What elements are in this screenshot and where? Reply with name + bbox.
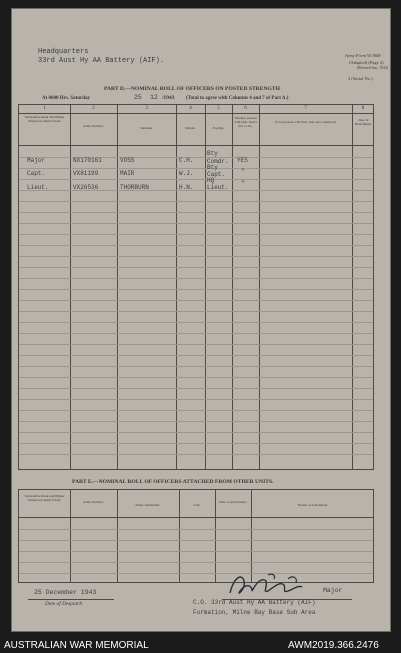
col-head-number: Army Number. xyxy=(83,124,104,128)
part-e-table xyxy=(18,489,374,583)
at-prefix xyxy=(42,96,90,101)
credit-accession: AWM2019.366.2476 xyxy=(288,640,379,651)
col-head-posting: Posting. xyxy=(212,126,225,130)
row2-initials: W.J. xyxy=(179,170,194,177)
serial-number: 2 (Serial No.) xyxy=(348,76,373,81)
col-num-3: 3 xyxy=(145,106,148,111)
row1-rank: Major xyxy=(27,157,46,164)
credit-institution: AUSTRALIAN WAR MEMORIAL xyxy=(4,640,149,651)
col-num-1: 1 xyxy=(43,106,46,111)
e-col-head-rank: Substantive Rank and Higher Temporary Rank if held. xyxy=(24,494,65,502)
col-num-7: 7 xyxy=(304,106,307,111)
col-num-8: 8 xyxy=(361,106,365,111)
roll-day: 25 xyxy=(134,94,142,101)
despatch-label: Date of Despatch xyxy=(45,601,83,607)
row3-initials: H.N. xyxy=(179,184,194,191)
form-revised: (Revised Jan., 1943) xyxy=(357,66,389,70)
row2-posting-a: Bty xyxy=(207,164,218,171)
e-col-head-unit: Unit. xyxy=(193,503,201,507)
e-col-head-nature: Nature of Attachment. xyxy=(297,503,329,507)
e-col-head-name: Name and Initials. xyxy=(135,503,161,507)
col-head-surname: Surname. xyxy=(140,126,153,130)
row3-posting-b: Lieut. xyxy=(207,184,229,191)
e-col-head-number: Army Number. xyxy=(83,500,104,504)
col-num-4: 4 xyxy=(189,106,192,111)
part-d-title: PART D.—NOMINAL ROLL OF OFFICERS ON POSTED STRENGTH xyxy=(104,86,280,92)
col-head-employed: If not present with Unit, state how employed. xyxy=(275,120,337,124)
form-sheet xyxy=(11,8,391,632)
at-prefix-text: At 0600 Hrs. Saturday xyxy=(42,96,91,101)
row3-surname: THORBURN xyxy=(120,184,149,191)
part-d-table xyxy=(18,104,374,470)
row2-surname: MAIR xyxy=(120,170,135,177)
unit-line-2: 33rd Aust Hy AA Battery (AIF). xyxy=(38,57,165,65)
signature-image xyxy=(222,567,317,603)
row3-number: VX26536 xyxy=(73,184,99,191)
row2-number: VX81199 xyxy=(73,170,99,177)
row3-rank: Lieut. xyxy=(27,184,49,191)
despatch-date: 25 December 1943 xyxy=(34,589,97,596)
col-head-detachment: Date of Detachment. xyxy=(354,118,373,126)
col-num-5: 5 xyxy=(217,106,220,111)
row2-rank: Capt. xyxy=(27,170,46,177)
col-num-2: 2 xyxy=(92,106,95,111)
row3-posting-a: HQ xyxy=(207,177,215,184)
e-col-head-date: Date of Attachment. xyxy=(219,500,247,504)
signatory-rank: Major xyxy=(323,587,343,594)
row1-surname: VOSS xyxy=(120,157,135,164)
row1-posting-b: Comdr. xyxy=(207,158,229,165)
at-suffix: (Total to agree with Columns 4 and 7 of Part A.) xyxy=(186,96,289,101)
row1-initials: C.H. xyxy=(179,157,194,164)
form-number: Army Form W.3008 xyxy=(345,53,381,58)
roll-month: 12 xyxy=(150,94,158,101)
part-e-title: PART E.—NOMINAL ROLL OF OFFICERS ATTACHED FROM OTHER UNITS. xyxy=(72,479,274,485)
row3-present: " xyxy=(241,180,245,187)
col-head-initials: Initials. xyxy=(185,126,196,130)
roll-year: /1943 xyxy=(162,95,175,101)
col-num-6: 6 xyxy=(244,106,247,111)
commander-line: C.O. 33rd Aust Hy AA Battery (AIF) xyxy=(193,599,316,606)
row2-present: " xyxy=(241,168,245,175)
col-head-present: Whether present with Unit. Insert Yes or No. xyxy=(234,116,257,128)
row2-posting-b: Capt. xyxy=(207,171,226,178)
row1-number: NX170161 xyxy=(73,157,102,164)
formation-line: Formation, Milne Bay Base Sub Area xyxy=(193,609,316,616)
unit-line-1: Headquarters xyxy=(38,48,89,56)
row1-present: YES xyxy=(237,157,248,164)
row1-posting-a: Bty xyxy=(207,150,218,157)
col-head-rank: Substantive Rank and Higher Temporary Rank if held. xyxy=(24,115,65,123)
form-adapted: (Adapted) (Page 2) xyxy=(349,60,384,65)
despatch-rule xyxy=(28,599,114,600)
